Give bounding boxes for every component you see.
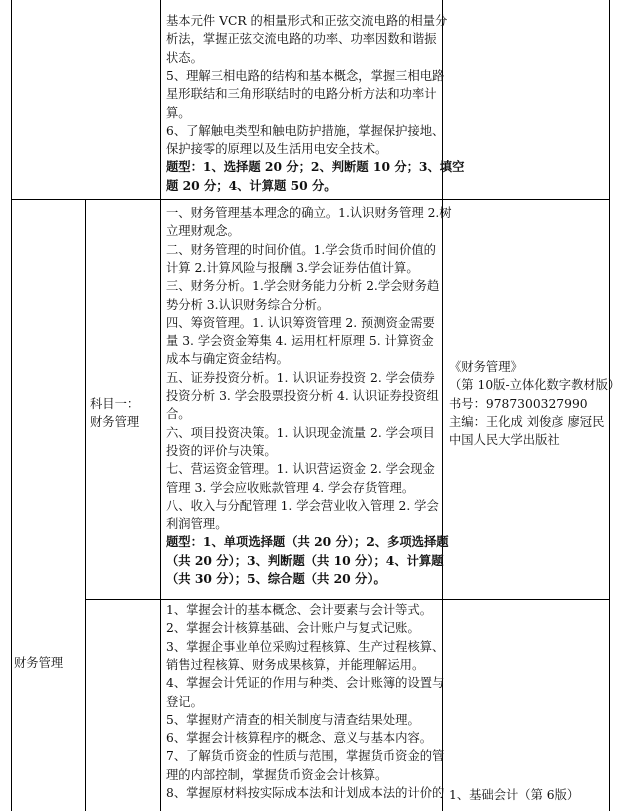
content-line: 三、财务分析。1.学会财务能力分析 2.学会财务趋 xyxy=(166,279,440,294)
row-divider-1 xyxy=(11,199,610,200)
content-line: 状态。 xyxy=(166,50,203,65)
content-line: 保护接零的原理以及生活用电安全技术。 xyxy=(166,142,388,157)
content-line: 3、掌握企事业单位采购过程核算、生产过程核算、 xyxy=(166,639,445,654)
row-divider-2 xyxy=(85,599,610,600)
content-line: 七、营运资金管理。1. 认识营运资金 2. 学会现金 xyxy=(166,462,435,477)
content-line: 一、财务管理基本理念的确立。1.认识财务管理 2.树 xyxy=(166,206,452,220)
course-name: 财务管理 xyxy=(14,656,64,670)
textbook-publisher: 中国人民大学出版社 xyxy=(449,433,560,448)
content-line: 1、掌握会计的基本概念、会计要素与会计等式。 xyxy=(166,603,433,617)
content-line: 6、掌握会计核算程序的概念、意义与基本内容。 xyxy=(166,731,433,746)
question-types-line: （共 30 分）；5、综合题（共 20 分）。 xyxy=(166,571,386,586)
content-line: 理的内部控制，掌握货币资金会计核算。 xyxy=(166,767,388,782)
content-line: 2、掌握会计核算基础、会计账户与复式记账。 xyxy=(166,621,420,636)
content-line: 六、项目投资决策。1. 认识现金流量 2. 学会项目 xyxy=(166,425,435,440)
content-line: 5、理解三相电路的结构和基本概念，掌握三相电路 xyxy=(166,68,445,83)
subject2-textbook-title: 1、基础会计（第 6版） xyxy=(449,788,580,802)
content-line: 四、筹资管理。1. 认识筹资管理 2. 预测资金需要 xyxy=(166,315,435,330)
content-line: 八、收入与分配管理 1. 学会营业收入管理 2. 学会 xyxy=(166,498,439,513)
content-line: 利润管理。 xyxy=(166,517,228,532)
content-line: 星形联结和三角形联结时的电路分析方法和功率计 xyxy=(166,87,437,102)
content-line: 7、了解货币资金的性质与范围，掌握货币资金的管 xyxy=(166,749,445,764)
border-col1-right xyxy=(85,199,86,811)
content-line: 算。 xyxy=(166,105,191,120)
content-line: 投资分析 3. 学会股票投资分析 4. 认识证券投资组 xyxy=(166,389,439,403)
content-line: 计算 2.计算风险与报酬 3.学会证券估值计算。 xyxy=(166,260,419,275)
content-line: 立理财观念。 xyxy=(166,224,240,239)
content-line: 销售过程核算、财务成果核算，并能理解运用。 xyxy=(166,657,425,672)
textbook-edition: （第 10版-立体化数字教材版） xyxy=(449,378,621,393)
question-types-line: 题 20 分；4、计算题 50 分。 xyxy=(166,177,337,193)
content-line: 量 3. 学会资金筹集 4. 运用杠杆原理 5. 计算资金 xyxy=(166,334,434,349)
border-col2-right xyxy=(160,0,161,811)
content-line: 析法，掌握正弦交流电路的功率、功率因数和谐振 xyxy=(166,32,437,47)
content-line: 势分析 3.认识财务综合分析。 xyxy=(166,297,330,312)
border-left xyxy=(11,0,12,811)
textbook-title: 《财务管理》 xyxy=(449,360,523,374)
subject1-label-line: 科目一： xyxy=(90,397,140,411)
content-line: 二、财务管理的时间价值。1.学会货币时间价值的 xyxy=(166,242,436,257)
textbook-editors: 主编：王化成 刘俊彦 廖冠民 xyxy=(449,414,605,429)
content-line: 投资的评价与决策。 xyxy=(166,443,277,458)
content-line: 管理 3. 学会应收账款管理 4. 学会存货管理。 xyxy=(166,480,415,495)
content-line: 登记。 xyxy=(166,694,203,709)
content-line: 合。 xyxy=(166,407,191,422)
question-types-line: 题型：1、选择题 20 分；2、判断题 10 分；3、填空 xyxy=(166,159,465,175)
textbook-isbn: 书号：9787300327990 xyxy=(449,396,588,411)
subject1-label-line: 财务管理 xyxy=(90,415,140,429)
content-line: 成本与确定资金结构。 xyxy=(166,352,289,367)
content-line: 基本元件 VCR 的相量形式和正弦交流电路的相量分 xyxy=(166,14,448,28)
content-line: 五、证券投资分析。1. 认识证券投资 2. 学会债券 xyxy=(166,370,435,385)
question-types-line: 题型：1、单项选择题（共 20 分）；2、多项选择题 xyxy=(166,534,449,550)
content-line: 8、掌握原材料按实际成本法和计划成本法的计价的 xyxy=(166,786,445,800)
content-line: 4、掌握会计凭证的作用与种类、会计账簿的设置与 xyxy=(166,676,445,691)
border-right xyxy=(609,0,610,811)
content-line: 6、了解触电类型和触电防护措施，掌握保护接地、 xyxy=(166,123,445,138)
content-line: 5、掌握财产清查的相关制度与清查结果处理。 xyxy=(166,712,420,727)
question-types-line: （共 20 分）；3、判断题（共 10 分）；4、计算题 xyxy=(166,552,444,568)
